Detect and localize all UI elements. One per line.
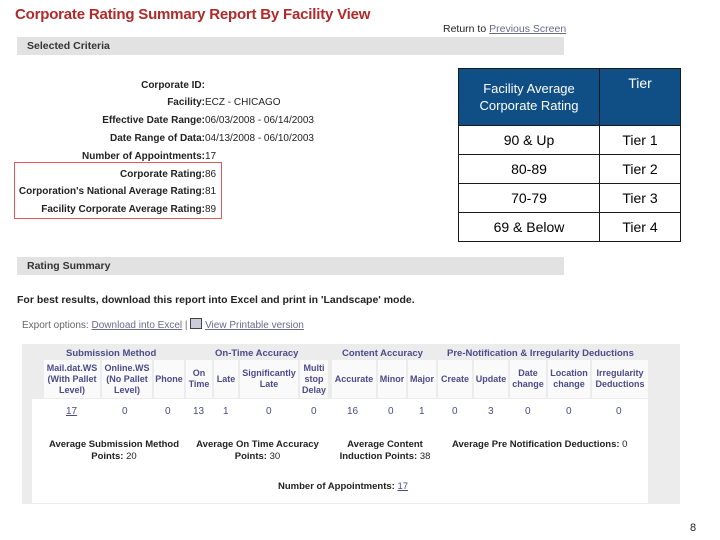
return-prefix: Return to — [443, 23, 487, 35]
return-link-area — [443, 23, 566, 35]
facility-value: ECZ - CHICAGO — [205, 97, 281, 108]
column-header: Major — [408, 360, 436, 398]
facility-label: Facility: — [167, 97, 205, 108]
avg-submission-points-label: Points: — [91, 451, 124, 462]
column-header: Late — [214, 360, 238, 398]
avg-prenotification-label: Average Pre Notification Deductions: — [452, 439, 620, 450]
download-excel-link[interactable]: Download into Excel — [91, 320, 183, 331]
column-header: Create — [438, 360, 472, 398]
column-header: Mail.dat.WS (With Pallet Level) — [44, 360, 100, 398]
facility-average-value: 89 — [205, 204, 217, 215]
tier-label: Tier 3 — [600, 184, 681, 213]
previous-screen-link[interactable]: Previous Screen — [489, 23, 567, 35]
avg-content-points — [330, 451, 440, 463]
tier-label: Tier 4 — [600, 213, 681, 242]
column-header: Minor — [378, 360, 406, 398]
value-cell: 0 — [311, 406, 317, 417]
value-cell: 1 — [223, 406, 229, 417]
tier-header-rating: Facility Average Corporate Rating — [459, 69, 600, 126]
avg-submission-points — [44, 451, 184, 463]
page-number: 8 — [690, 522, 697, 534]
avg-content-points-label: Induction Points: — [339, 451, 418, 462]
corporate-id-label: Corporate ID: — [141, 80, 205, 91]
value-cell: 0 — [165, 406, 171, 417]
corporate-rating-value: 86 — [205, 169, 217, 180]
appointments-total-label: Number of Appointments: — [278, 481, 395, 492]
appointments-total-link[interactable]: 17 — [397, 481, 409, 492]
column-header: Significantly Late — [240, 360, 298, 398]
column-header: Phone — [154, 360, 184, 398]
effective-date-label: Effective Date Range: — [102, 115, 205, 126]
value-cell: 3 — [488, 406, 494, 417]
tier-header-tier: Tier — [600, 69, 681, 126]
value-cell: 0 — [388, 406, 394, 417]
column-header: On Time — [186, 360, 212, 398]
avg-on-time — [190, 439, 325, 463]
avg-submission — [44, 439, 184, 463]
tier-range: 90 & Up — [459, 126, 600, 155]
avg-submission-points-value: 20 — [126, 451, 137, 462]
corporate-rating-label: Corporate Rating: — [120, 169, 205, 180]
selected-criteria-header: Selected Criteria — [17, 37, 564, 55]
avg-content-label: Average Content — [347, 439, 423, 450]
column-header: Date change — [510, 360, 546, 398]
appointments-total — [278, 481, 408, 492]
column-header: Irregularity Deductions — [592, 360, 648, 398]
data-date-label: Date Range of Data: — [109, 133, 205, 144]
column-header: Location change — [548, 360, 590, 398]
appointments-count-label: Number of Appointments: — [82, 151, 205, 162]
tier-range: 70-79 — [459, 184, 600, 213]
value-cell: 0 — [616, 406, 622, 417]
avg-prenotification-value: 0 — [622, 439, 628, 450]
group-on-time-accuracy: On-Time Accuracy — [215, 348, 299, 359]
export-label: Export options: — [22, 320, 89, 331]
value-cell: 0 — [122, 406, 128, 417]
national-average-label: Corporation's National Average Rating: — [18, 186, 205, 197]
printable-version-link[interactable]: View Printable version — [205, 320, 304, 331]
value-cell: 0 — [266, 406, 272, 417]
printer-icon[interactable] — [190, 318, 202, 329]
avg-on-time-points-value: 30 — [269, 451, 281, 462]
avg-on-time-points — [190, 451, 325, 463]
value-cell: 1 — [419, 406, 425, 417]
value-cell: 0 — [566, 406, 572, 417]
tier-range: 69 & Below — [459, 213, 600, 242]
data-date-value: 04/13/2008 - 06/10/2003 — [205, 133, 314, 144]
effective-date-value: 06/03/2008 - 06/14/2003 — [205, 115, 314, 126]
report-title: Corporate Rating Summary Report By Facility View — [15, 6, 371, 23]
export-separator: | — [184, 320, 188, 331]
column-header: Update — [474, 360, 508, 398]
tier-row — [459, 184, 681, 213]
appointments-count-value: 17 — [205, 151, 217, 162]
avg-on-time-label: Average On Time Accuracy — [196, 439, 319, 450]
tier-row — [459, 126, 681, 155]
avg-prenotification — [452, 439, 637, 451]
rating-summary-header: Rating Summary — [17, 257, 564, 275]
facility-average-label: Facility Corporate Average Rating: — [41, 204, 205, 215]
column-header: Multi stop Delay — [300, 360, 328, 398]
tier-label: Tier 1 — [600, 126, 681, 155]
column-header: Accurate — [332, 360, 376, 398]
group-prenotification: Pre-Notification & Irregularity Deductions — [447, 348, 634, 359]
avg-on-time-points-label: Points: — [234, 451, 267, 462]
national-average-value: 81 — [205, 186, 217, 197]
column-header: Online.WS (No Pallet Level) — [102, 360, 152, 398]
tier-header-row — [459, 69, 681, 126]
excel-note: For best results, download this report into Excel and print in 'Landscape' mode. — [17, 294, 415, 306]
value-cell: 13 — [193, 406, 205, 417]
group-content-accuracy: Content Accuracy — [342, 348, 423, 359]
tier-table — [458, 68, 681, 242]
avg-content-points-value: 38 — [419, 451, 431, 462]
group-submission-method: Submission Method — [66, 348, 157, 359]
value-cell: 0 — [452, 406, 458, 417]
tier-label: Tier 2 — [600, 155, 681, 184]
tier-row — [459, 155, 681, 184]
avg-submission-label: Average Submission Method — [48, 439, 180, 450]
export-options — [22, 318, 304, 331]
value-cell: 16 — [347, 406, 359, 417]
value-cell[interactable]: 17 — [66, 406, 78, 417]
avg-content — [330, 439, 440, 463]
rating-highlight-box — [14, 162, 222, 219]
tier-row — [459, 213, 681, 242]
tier-range: 80-89 — [459, 155, 600, 184]
value-cell: 0 — [525, 406, 531, 417]
